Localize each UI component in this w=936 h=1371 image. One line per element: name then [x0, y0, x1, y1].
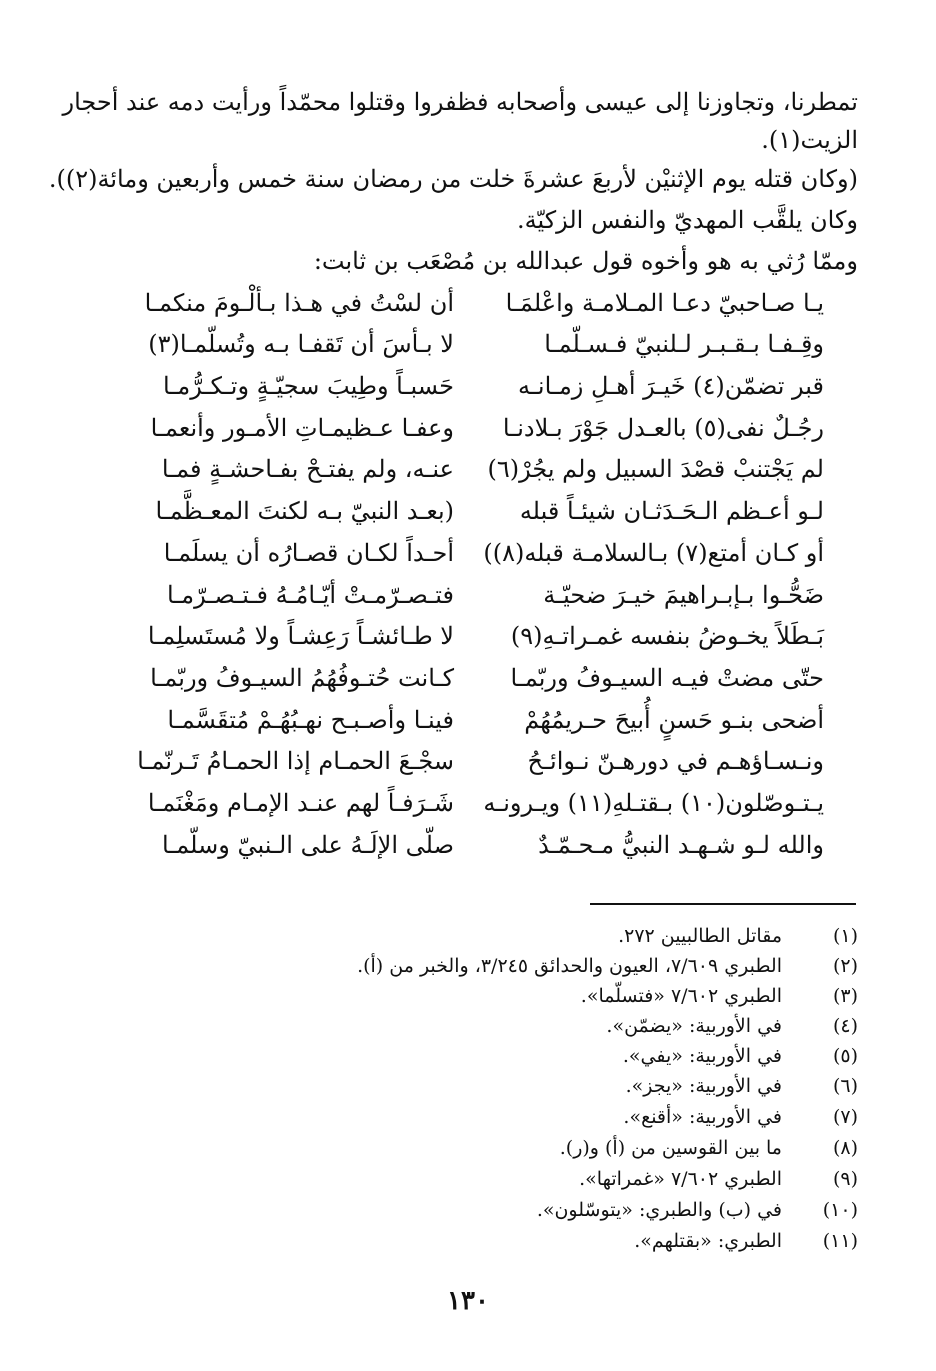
footnote-number: (٥)	[832, 1045, 858, 1067]
verse-first-hemistich: يـا صـاحبيّ دعـا المـلامـة واعْلمَـا	[505, 289, 824, 317]
footnote-number: (٣)	[832, 985, 858, 1007]
verse-first-hemistich: ونـسـاؤهـم في دورهـنّ نـوائـحُ	[527, 747, 824, 775]
verse-second-hemistich: كـانت حُتـوفُهُمُ السيـوفُ وربّمـا	[150, 664, 454, 692]
footnote	[78, 1102, 858, 1132]
footnote-text: في الأوربية: «يضمّن».	[606, 1015, 782, 1037]
verse-row	[124, 410, 824, 446]
footnote-number: (٨)	[832, 1137, 858, 1159]
verse-second-hemistich: سجْـعَ الحمـام إذا الحمـامُ تَـرنّمـا	[137, 747, 454, 775]
verse-row	[124, 326, 824, 362]
footnote-number: (١٠)	[822, 1199, 858, 1221]
footnote-text: الطبري ٧/٦٠٩، العيون والحدائق ٣/٢٤٥، والخبر من (أ).	[357, 955, 782, 977]
verse-row	[124, 785, 824, 821]
footnote-text: الطبري ٧/٦٠٢ «غمراتها».	[579, 1168, 782, 1190]
verse-second-hemistich: (بعـد النبيّ بـه لكنتَ المعـظَّمـا	[155, 497, 454, 525]
footnote	[78, 1195, 858, 1225]
verse-row	[124, 827, 824, 863]
footnote	[78, 1071, 858, 1101]
verse-first-hemistich: حتّى مضتْ فيـه السيـوفُ وربّمـا	[510, 664, 824, 692]
page-number: ١٣٠	[447, 1286, 489, 1316]
verse-second-hemistich: لا بـأسَ أن تَقفـا بـه وتُسلّمـا(٣)	[148, 330, 454, 358]
footnote	[78, 981, 858, 1011]
verse-first-hemistich: قبر تضمّن(٤) خَيـرَ أهـلِ زمـانـه	[518, 372, 824, 400]
verse-row	[124, 535, 824, 571]
footnote	[78, 921, 858, 951]
verse-row	[124, 285, 824, 321]
verse-row	[124, 368, 824, 404]
prose-line: تمطرنا، وتجاوزنا إلى عيسى وأصحابه فظفروا وقتلوا محمّداً ورأيت دمه عند أحجار	[62, 88, 858, 116]
verse-first-hemistich: لم يَجْتنبْ قصْدَ السبيل ولم يجُرْ(٦)	[487, 455, 824, 483]
footnote-number: (٦)	[832, 1075, 858, 1097]
footnote	[78, 1164, 858, 1194]
prose-line: وكان يلقَّب المهديّ والنفس الزكيّة.	[516, 206, 858, 234]
verse-first-hemistich: أضحى بنـو حَسنٍ أُبيحَ حـريمُهُمْ	[524, 706, 824, 734]
verse-second-hemistich: فتـصـرّمـتْ أيّـامُـهُ فـتـصـرّمـا	[166, 581, 454, 609]
footnote	[78, 951, 858, 981]
verse-second-hemistich: وعفـا عـظيمـاتِ الأمـور وأنعمـا	[150, 414, 454, 442]
footnote-text: الطبري: «بقتلهم».	[634, 1230, 782, 1252]
footnote-number: (١١)	[822, 1230, 858, 1252]
footnote-number: (٤)	[832, 1015, 858, 1037]
verse-second-hemistich: لا طـائشـاً رَعِشـاً ولا مُستَسلِمـا	[147, 622, 454, 650]
verse-first-hemistich: رجُـلٌ نفى(٥) بالعـدل جَوْرَ بـلادنـا	[502, 414, 824, 442]
verse-first-hemistich: بَـطَلاً يخـوضُ بنفسه غمـراتـهِ(٩)	[510, 622, 824, 650]
verse-first-hemistich: والله لـو شـهـد النبيُّ مـحـمّـدٌ	[538, 831, 824, 859]
verse-second-hemistich: صلّى الإلَـهُ على الـنبيّ وسلّمـا	[161, 831, 454, 859]
footnote-number: (٧)	[832, 1106, 858, 1128]
verse-first-hemistich: لـو أعـظم الـحَـدَثـان شيئـاً قبله	[519, 497, 824, 525]
footnote-text: ما بين القوسين من (أ) و(ر).	[559, 1137, 782, 1159]
prose-line: وممّا رُثي به هو وأخوه قول عبدالله بن مُصْعَب بن ثابت:	[313, 247, 858, 275]
verse-row	[124, 743, 824, 779]
verse-first-hemistich: يـتـوصّلون(١٠) بـقتـلهِ(١١) ويـرونـه	[483, 789, 824, 817]
verse-first-hemistich: ضَحُّـوا بـإبـراهيمَ خيـرَ ضحيّـة	[543, 581, 824, 609]
prose-line: (وكان قتله يوم الإثنيْن لأربعَ عشرةَ خلت من رمضان سنة خمس وأربعين ومائة(٢)).	[48, 165, 858, 193]
verse-second-hemistich: أن لسْتُ في هـذا بـألْـومَ منكمـا	[144, 289, 454, 317]
verse-row	[124, 660, 824, 696]
verse-row	[124, 451, 824, 487]
footnote-divider	[590, 903, 856, 905]
footnote-text: الطبري ٧/٦٠٢ «فتسلّما».	[580, 985, 782, 1007]
verse-second-hemistich: فينـا وأصـبـح نهـبُهُـمْ مُتقَسَّمـا	[167, 706, 454, 734]
footnote-text: في الأوربية: «يفي».	[622, 1045, 782, 1067]
verse-first-hemistich: وقِـفـا بـقـبـر لـلنبيّ فـسـلّمـا	[544, 330, 824, 358]
verse-row	[124, 493, 824, 529]
footnote-text: في (ب) والطبري: «يتوسّلون».	[536, 1199, 782, 1221]
footnote	[78, 1011, 858, 1041]
verse-row	[124, 702, 824, 738]
footnote-text: مقاتل الطالبيين ٢٧٢.	[618, 925, 782, 947]
verse-second-hemistich: شَـرَفـاً لهم عنـد الإمـام ومَغْنَمـا	[147, 789, 454, 817]
footnote	[78, 1041, 858, 1071]
footnote-number: (٩)	[832, 1168, 858, 1190]
verse-second-hemistich: عنـه، ولم يفتـحْ بفـاحشـةٍ فمـا	[161, 455, 454, 483]
verse-row	[124, 577, 824, 613]
verse-row	[124, 618, 824, 654]
verse-second-hemistich: حَسبـاً وطِيبَ سجيّـةٍ وتـكـرُّمـا	[163, 372, 454, 400]
verse-second-hemistich: أحـداً لكـان قصـارُه أن يسلَمـا	[163, 539, 454, 567]
footnote	[78, 1226, 858, 1256]
prose-line: الزيت(١).	[761, 126, 858, 154]
footnote	[78, 1133, 858, 1163]
verse-first-hemistich: أو كـان أمتع(٧) بـالسلامـة قبله(٨))	[483, 539, 824, 567]
footnote-number: (٢)	[832, 955, 858, 977]
footnote-number: (١)	[832, 925, 858, 947]
footnote-text: في الأوربية: «يجز».	[625, 1075, 782, 1097]
footnote-text: في الأوربية: «أقنع».	[623, 1106, 782, 1128]
